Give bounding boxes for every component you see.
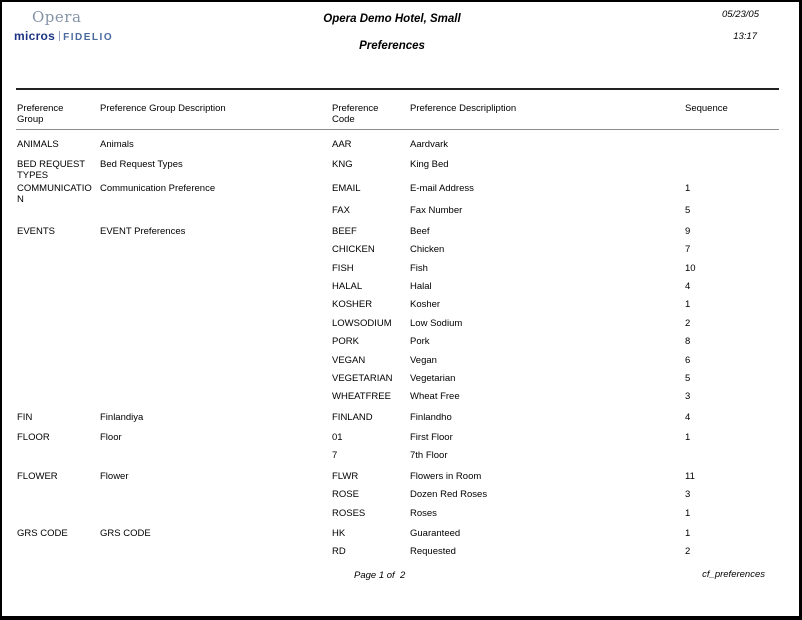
cell-preference-code: FLWR bbox=[332, 470, 359, 482]
table-row bbox=[16, 391, 779, 409]
table-row bbox=[16, 355, 779, 373]
cell-preference-code: FINLAND bbox=[332, 411, 373, 423]
cell-sequence: 11 bbox=[685, 470, 695, 482]
cell-preference-description: Beef bbox=[410, 225, 430, 237]
cell-preference-code: 01 bbox=[332, 432, 343, 444]
cell-sequence: 3 bbox=[685, 391, 691, 403]
cell-preference-code: LOWSODIUM bbox=[332, 317, 392, 329]
cell-preference-description: Roses bbox=[410, 507, 437, 519]
cell-preference-code: PORK bbox=[332, 336, 359, 348]
cell-preference-group bbox=[17, 450, 100, 468]
report-header bbox=[2, 9, 782, 27]
cell-preference-code: AAR bbox=[332, 139, 352, 150]
cell-preference-description: First Floor bbox=[410, 432, 453, 444]
report-date: 05/23/05 bbox=[722, 9, 759, 20]
table-row bbox=[16, 471, 779, 489]
cell-preference-code: ROSE bbox=[332, 489, 359, 501]
cell-preference-group-description: Finlandiya bbox=[100, 411, 144, 423]
cell-preference-description: Finlandho bbox=[410, 411, 452, 423]
cell-sequence: 1 bbox=[685, 299, 691, 311]
cell-preference-code: WHEATFREE bbox=[332, 391, 391, 403]
column-header-preference-code: Preference Code bbox=[332, 103, 379, 125]
report-file-name: cf_preferences bbox=[702, 569, 765, 580]
cell-preference-group: EVENTS bbox=[17, 225, 56, 237]
cell-preference-description: Fax Number bbox=[410, 205, 463, 217]
table-row bbox=[16, 226, 779, 244]
table-row bbox=[16, 318, 779, 336]
cell-preference-group bbox=[17, 205, 100, 223]
cell-preference-code: ROSES bbox=[332, 507, 366, 519]
cell-preference-code: RD bbox=[332, 546, 346, 558]
cell-sequence: 9 bbox=[685, 225, 691, 237]
opera-logo: Opera bbox=[32, 8, 82, 26]
cell-preference-group bbox=[17, 508, 100, 526]
cell-preference-group-description: EVENT Preferences bbox=[100, 225, 186, 237]
cell-sequence: 5 bbox=[685, 205, 691, 217]
cell-sequence: 1 bbox=[685, 528, 691, 540]
cell-preference-group-description bbox=[100, 263, 332, 281]
cell-preference-description: Vegan bbox=[410, 354, 437, 366]
cell-preference-group-description bbox=[100, 205, 332, 223]
cell-sequence: 1 bbox=[685, 183, 691, 195]
cell-preference-group-description: Flower bbox=[100, 470, 129, 482]
cell-sequence: 3 bbox=[685, 489, 691, 501]
cell-preference-description: Kosher bbox=[410, 299, 441, 311]
cell-preference-description: King Bed bbox=[410, 159, 449, 171]
cell-sequence: 8 bbox=[685, 336, 691, 348]
table-row bbox=[16, 159, 779, 181]
cell-preference-code: HK bbox=[332, 528, 346, 540]
report-time: 13:17 bbox=[733, 31, 757, 42]
cell-preference-group bbox=[17, 546, 100, 564]
cell-preference-description: Requested bbox=[410, 546, 456, 558]
cell-preference-code: FISH bbox=[332, 262, 354, 274]
cell-preference-group bbox=[17, 336, 100, 354]
cell-sequence: 1 bbox=[685, 507, 691, 519]
cell-preference-code: 7 bbox=[332, 450, 338, 462]
fidelio-logo-text: FIDELIO bbox=[63, 32, 114, 43]
table-row bbox=[16, 183, 779, 205]
table-row bbox=[16, 336, 779, 354]
cell-preference-description: Aardvark bbox=[410, 139, 449, 150]
cell-preference-group-description bbox=[100, 489, 332, 507]
page-number: Page 1 of 2 bbox=[354, 570, 406, 581]
cell-preference-group bbox=[17, 391, 100, 409]
cell-preference-description: Low Sodium bbox=[410, 317, 463, 329]
column-header-sequence: Sequence bbox=[685, 103, 728, 114]
cell-preference-group: GRS CODE bbox=[17, 528, 68, 540]
cell-sequence: 5 bbox=[685, 372, 691, 384]
table-row bbox=[16, 508, 779, 526]
cell-preference-group: BED REQUEST TYPES bbox=[17, 159, 85, 182]
cell-preference-group-description bbox=[100, 355, 332, 373]
cell-sequence: 4 bbox=[685, 411, 691, 423]
table-row bbox=[16, 432, 779, 450]
cell-sequence: 6 bbox=[685, 354, 691, 366]
cell-preference-code: FAX bbox=[332, 205, 350, 217]
cell-preference-group-description: Animals bbox=[100, 139, 134, 150]
cell-preference-group-description bbox=[100, 244, 332, 262]
cell-preference-description: E-mail Address bbox=[410, 183, 474, 195]
cell-preference-description: Fish bbox=[410, 262, 428, 274]
cell-preference-description: 7th Floor bbox=[410, 450, 448, 462]
cell-sequence: 4 bbox=[685, 280, 691, 292]
page-title: Preferences bbox=[359, 40, 425, 52]
cell-preference-description: Wheat Free bbox=[410, 391, 460, 403]
cell-preference-group: FIN bbox=[17, 411, 33, 423]
hotel-name: Opera Demo Hotel, Small bbox=[323, 13, 461, 25]
cell-preference-group: FLOWER bbox=[17, 470, 58, 482]
cell-preference-description: Flowers in Room bbox=[410, 470, 482, 482]
cell-preference-group bbox=[17, 355, 100, 373]
cell-preference-group-description: Bed Request Types bbox=[100, 159, 183, 171]
cell-preference-group-description bbox=[100, 450, 332, 468]
micros-logo-text: micros bbox=[14, 29, 56, 43]
table-row bbox=[16, 546, 779, 564]
cell-sequence bbox=[685, 139, 745, 157]
cell-sequence: 2 bbox=[685, 317, 691, 329]
cell-preference-description: Chicken bbox=[410, 244, 445, 256]
cell-sequence: 7 bbox=[685, 244, 691, 256]
cell-preference-code: HALAL bbox=[332, 280, 363, 292]
table-row bbox=[16, 528, 779, 546]
table-row bbox=[16, 281, 779, 299]
cell-preference-group-description bbox=[100, 318, 332, 336]
cell-preference-group: COMMUNICATION bbox=[17, 183, 92, 206]
table-header-row bbox=[16, 90, 779, 130]
table-row bbox=[16, 299, 779, 317]
cell-preference-group bbox=[17, 489, 100, 507]
cell-preference-group: ANIMALS bbox=[17, 139, 59, 150]
cell-preference-group-description bbox=[100, 336, 332, 354]
column-header-preference-description: Preference Descripliption bbox=[410, 103, 517, 114]
table-row bbox=[16, 244, 779, 262]
column-header-preference-group-description: Preference Group Description bbox=[100, 103, 226, 114]
cell-preference-description: Pork bbox=[410, 336, 430, 348]
cell-preference-code: CHICKEN bbox=[332, 244, 375, 256]
cell-preference-code: KNG bbox=[332, 159, 353, 171]
cell-preference-description: Halal bbox=[410, 280, 432, 292]
cell-sequence: 2 bbox=[685, 546, 691, 558]
cell-preference-description: Vegetarian bbox=[410, 372, 456, 384]
table-row bbox=[16, 489, 779, 507]
cell-sequence bbox=[685, 450, 745, 468]
cell-preference-group-description bbox=[100, 373, 332, 391]
cell-sequence bbox=[685, 159, 745, 181]
cell-preference-code: EMAIL bbox=[332, 183, 361, 195]
table-row bbox=[16, 263, 779, 281]
cell-preference-group-description bbox=[100, 508, 332, 526]
table-row bbox=[16, 412, 779, 430]
cell-preference-group bbox=[17, 244, 100, 262]
table-row bbox=[16, 450, 779, 468]
cell-sequence: 1 bbox=[685, 432, 691, 444]
cell-preference-group-description bbox=[100, 281, 332, 299]
table-row bbox=[16, 139, 779, 157]
preferences-table bbox=[16, 88, 779, 565]
cell-preference-description: Dozen Red Roses bbox=[410, 489, 488, 501]
cell-preference-group-description bbox=[100, 299, 332, 317]
cell-preference-group: FLOOR bbox=[17, 432, 50, 444]
cell-preference-group-description bbox=[100, 546, 332, 564]
table-row bbox=[16, 373, 779, 391]
cell-preference-group bbox=[17, 373, 100, 391]
table-row bbox=[16, 205, 779, 223]
cell-preference-code: VEGAN bbox=[332, 354, 366, 366]
table-body bbox=[16, 130, 779, 565]
cell-preference-group-description: Floor bbox=[100, 432, 122, 444]
cell-preference-group bbox=[17, 299, 100, 317]
cell-preference-description: Guaranteed bbox=[410, 528, 461, 540]
cell-preference-group bbox=[17, 281, 100, 299]
column-header-preference-group: Preference Group bbox=[17, 103, 64, 125]
cell-preference-group bbox=[17, 318, 100, 336]
cell-preference-group-description bbox=[100, 391, 332, 409]
cell-preference-code: BEEF bbox=[332, 225, 357, 237]
cell-sequence: 10 bbox=[685, 262, 696, 274]
cell-preference-group bbox=[17, 263, 100, 281]
cell-preference-code: VEGETARIAN bbox=[332, 372, 393, 384]
cell-preference-group-description: GRS CODE bbox=[100, 528, 151, 540]
cell-preference-code: KOSHER bbox=[332, 299, 373, 311]
cell-preference-group-description: Communication Preference bbox=[100, 183, 216, 195]
